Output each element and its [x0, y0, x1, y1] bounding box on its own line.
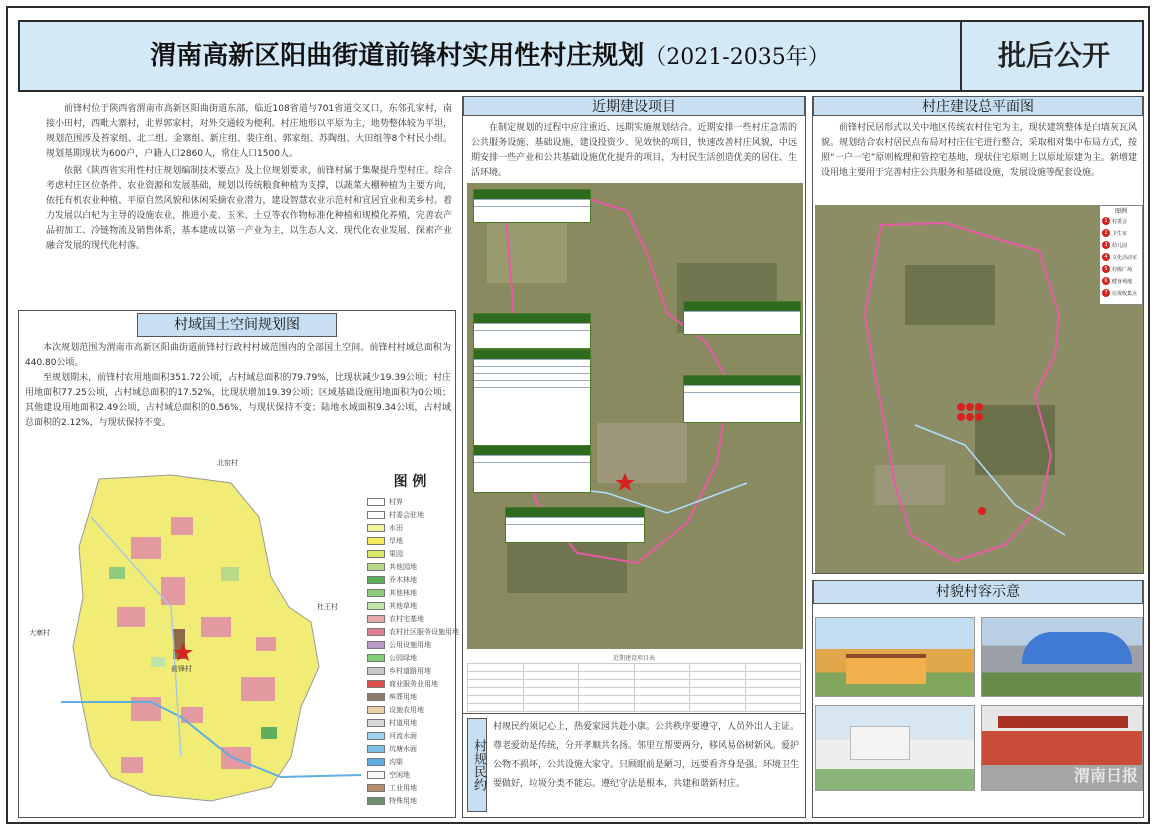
legend-swatch [367, 511, 385, 519]
legend-swatch [367, 602, 385, 610]
table-row [468, 688, 801, 696]
style-title: 村貌村容示意 [813, 580, 1143, 604]
facility-label: 幼儿园 [1112, 242, 1128, 249]
legend-item [367, 534, 453, 547]
table-cell [468, 696, 524, 704]
photo-watermark: 渭南日报 [1073, 766, 1138, 785]
table-cell [690, 680, 746, 688]
legend-items [367, 495, 459, 807]
facility-number: 1 [1102, 217, 1110, 225]
legend-swatch [367, 628, 385, 636]
table-cell [690, 664, 746, 672]
legend-item [367, 742, 453, 755]
land-use-map-svg [21, 457, 371, 817]
table-row [468, 680, 801, 688]
legend-swatch [367, 797, 385, 805]
legend-label: 乔木林地 [389, 575, 417, 584]
table-cell [690, 688, 746, 696]
nearterm-text: 在制定规划的过程中应注重近、远期实施规划结合。近期安排一些村庄急需的公共服务设施、基础设施，建设投资少、见效快的项目，快速改善村庄风貌，中远期安排一些产业和公共基础设施优化提升的项目，为村民生活创造优美的居住、生活环境。 [471, 123, 797, 178]
legend-label: 殡葬用地 [389, 692, 417, 701]
table-cell [579, 688, 635, 696]
project-callout-2 [473, 313, 591, 349]
facility-label: 垃圾收集点 [1112, 290, 1138, 297]
table-cell [634, 680, 690, 688]
legend-label: 其他园地 [389, 562, 417, 571]
project-table [467, 663, 801, 712]
map-west-label: 大寨村 [29, 629, 50, 637]
legend-label: 其他草地 [389, 601, 417, 610]
title-years: （2021-2035年） [644, 45, 830, 70]
table-cell [468, 672, 524, 680]
legend-swatch [367, 745, 385, 753]
legend-item [367, 638, 453, 651]
table-cell [468, 704, 524, 712]
facility-legend-item [1100, 227, 1142, 239]
legend-swatch [367, 680, 385, 688]
legend-title: 图 例 [393, 474, 427, 490]
legend-swatch [367, 498, 385, 506]
siteplan-text: 前锋村民居形式以关中地区传统农村住宅为主，现状建筑整体是白墙灰瓦风貌。规划结合农村居民点布局对村庄住宅进行整合，采取相对集中布局方式，按照“一户一宅”原则梳理和管控宅基地，现状住宅原则上以原址原建为主。新增建设用地主要用于完善村庄公共服务和基础设施，发展设施等配套设施。 [821, 123, 1137, 178]
table-cell [745, 664, 801, 672]
legend-label: 坑塘水面 [389, 744, 417, 753]
table-cell [745, 688, 801, 696]
legend-label: 村道用地 [389, 718, 417, 727]
table-cell [523, 680, 579, 688]
legend-label: 工业用地 [389, 783, 417, 792]
legend-label: 特殊用地 [389, 796, 417, 805]
spatial-plan-text [25, 341, 451, 431]
intro-text [46, 102, 452, 254]
table-cell [745, 704, 801, 712]
legend-item [367, 794, 453, 807]
legend-label: 其他林地 [389, 588, 417, 597]
table-cell [579, 664, 635, 672]
siteplan-legend-title: 图例 [1114, 208, 1127, 215]
table-cell [634, 704, 690, 712]
legend-swatch [367, 667, 385, 675]
title-text: 渭南高新区阳曲街道前锋村实用性村庄规划 [150, 41, 645, 71]
facility-label: 卫生室 [1112, 230, 1128, 237]
legend-swatch [367, 719, 385, 727]
legend-swatch [367, 589, 385, 597]
facility-number: 3 [1102, 241, 1110, 249]
table-cell [579, 672, 635, 680]
legend-swatch [367, 537, 385, 545]
facility-legend-item [1100, 239, 1142, 251]
legend-label: 水田 [389, 523, 403, 532]
project-callout-5 [683, 301, 801, 335]
facility-number: 6 [1102, 277, 1110, 285]
table-cell [523, 704, 579, 712]
intro-paragraph-2: 依据《陕西省实用性村庄规划编制技术要点》及上位规划要求，前锋村属于集聚提升型村庄。综合考虑村庄区位条件、农业资源和发展基础，规划以传统粮食种植为支撑，以蔬菜大棚种植为主要方向，依托有机农业种植、平原自然风貌和休闲采摘农业潜力，建设智慧农业示范村和宜居宜业和美乡村。着力发展以白杞为主导的设施农业，推进小麦、玉米、土豆等农作物标准化种植和规模化养殖，完善农产品初加工、冷链物流及销售体系，基本建成以第一产业为主，以生态人文、现代化农业发展、探索产业融合发展的现代化村落。 [46, 166, 452, 251]
table-cell [523, 696, 579, 704]
table-cell [523, 664, 579, 672]
legend-item [367, 508, 453, 521]
siteplan-map-svg [815, 205, 1143, 573]
legend-item [367, 521, 453, 534]
map-village-name: 前锋村 [171, 665, 192, 673]
village-photo-1 [815, 617, 975, 697]
rules-text: 村规民约须记心上，热爱家园共赴小康。公共秩序要遵守，人员外出人主证。尊老爱幼是传统，分开孝顺共名扬。邻里互帮要两分，移风易俗树新风。爱护公物不损坏，公共设施大家守。只顾眼前是陋习，远要看齐身是强。环境卫生要做好，垃圾分类不能忘。遵纪守法是根本，共建和谐新村庄。 [493, 722, 800, 789]
village-photo-2 [981, 617, 1143, 697]
legend-item [367, 560, 453, 573]
facility-label: 村级广场 [1112, 266, 1133, 273]
village-boundary-area [73, 475, 319, 801]
table-cell [634, 672, 690, 680]
facility-label: 健身场地 [1112, 278, 1133, 285]
legend-item [367, 755, 453, 768]
legend-label: 设施农用地 [389, 705, 424, 714]
land-use-map[interactable] [21, 457, 371, 817]
table-cell [468, 688, 524, 696]
facility-legend-item [1100, 263, 1142, 275]
table-cell [634, 696, 690, 704]
intro-paragraph-1: 前锋村位于陕西省渭南市高新区阳曲街道东部，临近108省道与701省道交叉口，东邻孔家村，南接小田村，西毗大寨村，北界郭家村，对外交通较为便利。村庄地形以平原为主，地势整体较为平坦，规划范围涉及苔家组、北二组、金寨组、新庄组、裴庄组、郭家组、苏陶组、大田组等8个村民小组。规划基期现状为600户，户籍人口2860人，常住人口1500人。 [46, 104, 452, 159]
legend-item [367, 586, 453, 599]
header [18, 20, 1144, 92]
legend-swatch [367, 641, 385, 649]
legend-item [367, 573, 453, 586]
table-cell [745, 680, 801, 688]
facility-label: 村委会 [1112, 218, 1128, 225]
legend-label: 沟渠 [389, 757, 403, 766]
table-cell [634, 664, 690, 672]
project-callout-3 [473, 349, 591, 449]
legend-label: 旱地 [389, 536, 403, 545]
legend-swatch [367, 758, 385, 766]
table-cell [634, 688, 690, 696]
siteplan-legend [1099, 205, 1143, 305]
siteplan-legend-items [1100, 215, 1142, 299]
facility-number: 5 [1102, 265, 1110, 273]
table-cell [745, 696, 801, 704]
legend-swatch [367, 563, 385, 571]
spatial-paragraph-2: 至规划期末，前锋村农用地面积351.72公顷，占村域总面积的79.79%，比现状减少19.39公顷；村庄用地面积77.25公顷，占村域总面积的17.52%，比现状增加19.39公顷；区域基础设施用地面积为0公顷；其他建设用地面积2.49公顷，占村域总面积的0.56%，与现状保持不变；陆地水域面积9.34公顷，占村域总面积的2.12%，与现状保持不变。 [25, 373, 451, 428]
table-cell [579, 704, 635, 712]
intro-panel [18, 96, 456, 302]
legend-label: 商业服务业用地 [389, 679, 438, 688]
facility-number: 7 [1102, 289, 1110, 297]
project-callout-7 [505, 507, 645, 543]
publication-badge: 批后公开 [997, 39, 1110, 72]
legend-label: 村界 [389, 497, 403, 506]
table-row [468, 704, 801, 712]
village-photo-3 [815, 705, 975, 791]
village-photo-4 [981, 705, 1143, 791]
nearterm-aerial-map[interactable] [467, 183, 803, 649]
legend-swatch [367, 784, 385, 792]
style-panel [812, 580, 1144, 818]
facility-legend-item [1100, 287, 1142, 299]
table-cell [468, 664, 524, 672]
legend-item [367, 599, 453, 612]
legend-item [367, 664, 453, 677]
facility-number: 4 [1102, 253, 1110, 261]
legend-item [367, 690, 453, 703]
legend-swatch [367, 550, 385, 558]
project-callout-1 [473, 189, 591, 223]
legend-swatch [367, 732, 385, 740]
legend-swatch [367, 615, 385, 623]
spatial-plan-panel [18, 310, 459, 818]
facility-legend-item [1100, 251, 1142, 263]
legend-item [367, 495, 453, 508]
legend-swatch [367, 706, 385, 714]
table-cell [523, 672, 579, 680]
siteplan-aerial-map[interactable] [815, 205, 1143, 573]
legend-label: 村委会驻地 [389, 510, 424, 519]
legend-item [367, 677, 453, 690]
project-callout-4 [473, 445, 591, 493]
map-north-label: 北窑村 [217, 459, 238, 467]
table-cell [579, 680, 635, 688]
table-cell [468, 680, 524, 688]
table-row [468, 672, 801, 680]
nearterm-panel [462, 96, 806, 818]
facility-label: 文化活动室 [1112, 254, 1138, 261]
page-title [20, 22, 962, 90]
legend-swatch [367, 524, 385, 532]
land-use-legend [367, 471, 459, 807]
rules-title-text: 村规民约 [471, 739, 486, 791]
legend-label: 河流水面 [389, 731, 417, 740]
table-row [468, 696, 801, 704]
legend-label: 公园绿地 [389, 653, 417, 662]
table-cell [690, 696, 746, 704]
legend-swatch [367, 693, 385, 701]
table-cell [690, 672, 746, 680]
legend-label: 公用设施用地 [389, 640, 431, 649]
facility-number: 2 [1102, 229, 1110, 237]
siteplan-title: 村庄建设总平面图 [813, 96, 1143, 116]
legend-label: 果园 [389, 549, 403, 558]
legend-item [367, 729, 453, 742]
nearterm-title: 近期建设项目 [463, 96, 805, 116]
table-cell [745, 672, 801, 680]
legend-label: 乡村道路用地 [389, 666, 431, 675]
table-cell [579, 696, 635, 704]
legend-item [367, 781, 453, 794]
rules-section [463, 713, 805, 817]
map-east-label: 杜王村 [317, 603, 338, 611]
legend-label: 农村宅基地 [389, 614, 424, 623]
table-row [468, 664, 801, 672]
legend-label: 农村社区服务设施用地 [389, 627, 459, 636]
facility-legend-item [1100, 215, 1142, 227]
rules-title [467, 718, 487, 812]
legend-item [367, 716, 453, 729]
facility-legend-item [1100, 275, 1142, 287]
legend-item [367, 612, 453, 625]
siteplan-panel [812, 96, 1144, 574]
table-cell [690, 704, 746, 712]
legend-swatch [367, 576, 385, 584]
project-table-title: 近期建设项目表 [612, 655, 655, 662]
spatial-paragraph-1: 本次规划范围为渭南市高新区阳曲街道前锋村行政村村域范围内的全部国土空间。前锋村村域总面积为440.80公顷。 [25, 343, 451, 368]
legend-swatch [367, 771, 385, 779]
legend-item [367, 703, 453, 716]
table-cell [523, 688, 579, 696]
project-callout-6 [683, 375, 801, 423]
legend-item [367, 768, 453, 781]
legend-item [367, 547, 453, 560]
legend-label: 空闲地 [389, 770, 410, 779]
legend-item [367, 651, 453, 664]
legend-item [367, 625, 459, 638]
legend-swatch [367, 654, 385, 662]
spatial-plan-title: 村域国土空间规划图 [137, 313, 337, 337]
